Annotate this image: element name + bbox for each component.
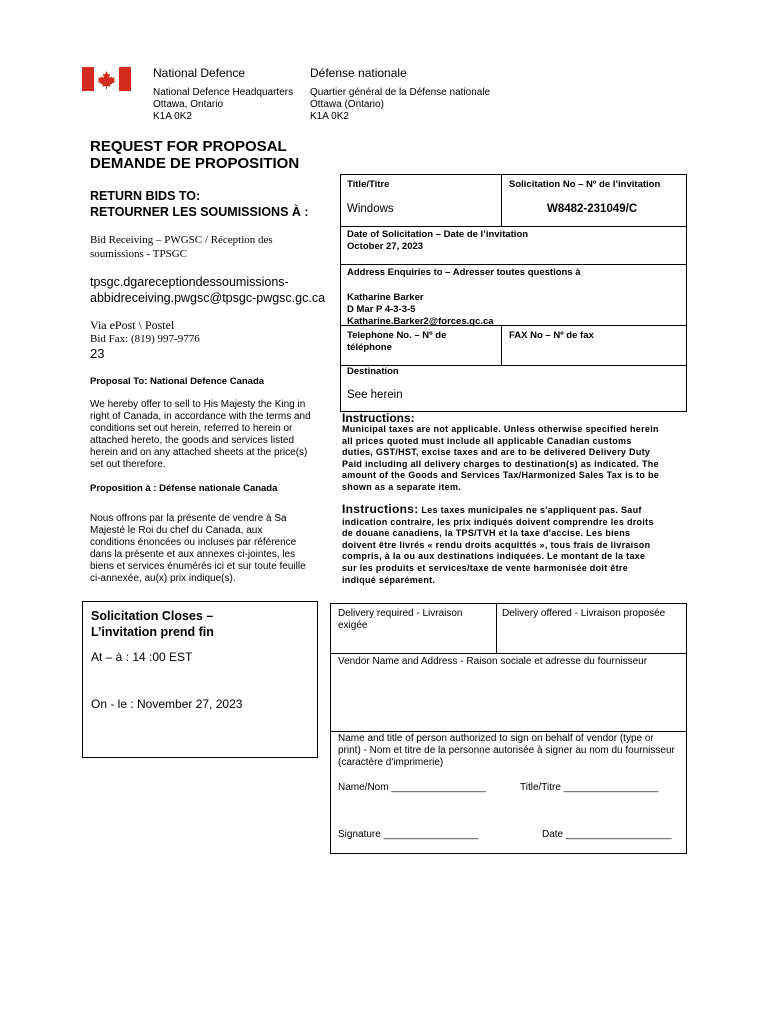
instructions-en-line: amount of the Goods and Services Tax/Harmonized Sales Tax is to be (342, 470, 660, 481)
delivery-required-line: exigée (338, 620, 368, 631)
solicitation-number: W8482-231049/C (547, 203, 638, 215)
delivery-required-label (338, 608, 463, 632)
date-field-label[interactable]: Date ___________________ (542, 829, 672, 840)
solicitation-label: Solicitation No – Nº de l’invitation (509, 179, 661, 190)
instructions-fr-line: Les taxes municipales ne s'appliquent pas. Sauf (421, 505, 642, 515)
closing-title-line: L’invitation prend fin (91, 625, 214, 639)
bid-email (90, 274, 325, 306)
offer-en-line: set out therefore. (90, 459, 166, 470)
offer-en-line: conditions set out herein, referred to herein or (90, 423, 293, 434)
offer-fr-line: biens et services énumérés ici et sur toute feuille (90, 561, 306, 572)
instructions-en-line: duties, GST/HST, excise taxes and are to be delivered Delivery Duty (342, 447, 651, 458)
address-fr-line: Quartier général de la Défense nationale (310, 87, 491, 98)
divider (331, 653, 686, 654)
bid-email-line: abbidreceiving.pwgsc@tpsgc-pwgsc.gc.ca (90, 291, 326, 305)
delivery-required-line: Delivery required - Livraison (338, 608, 463, 619)
delivery-offered-label: Delivery offered - Livraison proposée (502, 608, 666, 619)
return-bids-fr: RETOURNER LES SOUMISSIONS À : (90, 205, 309, 219)
instructions-fr-line: de douane canadiens, la TPS/TVH et la taxe d'accise. Les biens (342, 528, 631, 539)
address-fr (310, 87, 490, 123)
address-en-line: K1A 0K2 (153, 111, 192, 122)
divider (496, 604, 497, 653)
destination-label: Destination (347, 366, 399, 377)
vendor-box (330, 603, 687, 854)
via-epost: Via ePost \ Postel (90, 318, 175, 332)
offer-fr-line: ci-annexée, au(x) prix indique(s). (90, 573, 236, 584)
instructions-en-line: all prices quoted must include all applicable Canadian customs (342, 435, 632, 446)
offer-en-line: herein and on any attached sheets at the price(s) (90, 447, 308, 458)
instructions-en-line: Municipal taxes are not applicable. Unless otherwise specified herein (342, 424, 659, 434)
offer-fr-line: conditions énoncées ou incluses par référence (90, 537, 297, 548)
offer-en-line: right of Canada, in accordance with the terms and (90, 411, 311, 422)
vendor-name-label: Vendor Name and Address - Raison sociale et adresse du fournisseur (338, 656, 648, 667)
telephone-label-line: téléphone (347, 342, 392, 353)
instructions-fr-line: indication contraire, les prix indiqués doivent comprendre les droits (342, 516, 654, 527)
fax-label: FAX No – Nº de fax (509, 330, 594, 341)
authorized-line: print) - Nom et titre de la personne autorisée à signer au nom du fournisseur (338, 745, 675, 756)
bid-number: 23 (90, 346, 105, 361)
return-bids-heading (90, 188, 309, 220)
closing-title-line: Solicitation Closes – (91, 609, 214, 623)
instructions-heading-fr: Instructions: (342, 502, 419, 516)
date-of-solicitation (347, 229, 528, 253)
divider (501, 325, 502, 366)
offer-fr-line: Nous offrons par la présente de vendre à Sa (90, 513, 287, 524)
destination-value: See herein (347, 389, 403, 401)
offer-fr-line: dans la présente et aux annexes ci-jointes, les (90, 549, 296, 560)
closing-title (91, 608, 214, 640)
contact-office: D Mar P 4-3-3-5 (347, 304, 416, 315)
authorized-line: Name and title of person authorized to sign on behalf of vendor (type or (338, 733, 654, 744)
instructions-heading-en: Instructions: (342, 411, 415, 425)
title-en: REQUEST FOR PROPOSAL (90, 138, 287, 155)
bid-receiving-line: soumissions - TPSGC (90, 248, 187, 260)
telephone-label (347, 330, 446, 354)
contact-email: Katharine.Barker2@forces.gc.ca (347, 316, 494, 327)
address-fr-line: K1A 0K2 (310, 111, 349, 122)
department-name-en: National Defence (153, 66, 246, 80)
instructions-en (342, 424, 659, 494)
offer-en-line: attached hereto, the goods and services listed (90, 435, 295, 446)
name-field-label[interactable]: Name/Nom _________________ (338, 782, 486, 793)
document-title (90, 138, 299, 172)
instructions-fr-line: sur les produits et services/taxe de vente harmonisée doit être (342, 562, 629, 573)
contact-name: Katharine Barker (347, 292, 424, 303)
enquiries-label: Address Enquiries to – Adresser toutes questions à (347, 267, 581, 278)
date-label: Date of Solicitation – Date de l’invitation (347, 229, 529, 240)
proposal-to-label-fr: Proposition à : Défense nationale Canada (90, 483, 278, 494)
address-en-line: Ottawa, Ontario (153, 99, 224, 110)
solicitation-info-box (340, 174, 687, 412)
offer-en-line: We hereby offer to sell to His Majesty the King in (90, 399, 306, 410)
instructions-en-line: shown as a separate item. (342, 481, 462, 492)
proposal-to-label: Proposal To: National Defence Canada (90, 376, 265, 387)
divider (501, 175, 502, 226)
bid-fax: Bid Fax: (819) 997-9776 (90, 333, 200, 345)
date-value: October 27, 2023 (347, 241, 424, 252)
signature-field-label[interactable]: Signature _________________ (338, 829, 479, 840)
offer-en (90, 399, 311, 471)
department-name-fr: Défense nationale (310, 66, 407, 80)
solicitation-closes-box (82, 601, 318, 758)
title-value: Windows (347, 203, 394, 215)
bid-receiving-label (90, 233, 273, 261)
title-fr: DEMANDE DE PROPOSITION (90, 155, 300, 172)
instructions-fr-first-line (342, 504, 654, 517)
bid-receiving-line: Bid Receiving – PWGSC / Réception des (90, 234, 273, 246)
address-en-line: National Defence Headquarters (153, 87, 294, 98)
canada-flag-icon (82, 67, 131, 91)
authorized-line: (caractère d'imprimerie) (338, 757, 444, 768)
divider (331, 731, 686, 732)
telephone-label-line: Telephone No. – Nº de (347, 330, 447, 341)
contact-block (347, 292, 494, 328)
offer-fr (90, 513, 306, 585)
instructions-fr-line: compris, à la ou aux destinations indiquées. Le montant de la taxe (342, 551, 646, 562)
closing-date: On - le : November 27, 2023 (91, 697, 243, 711)
authorized-person-label (338, 733, 675, 769)
closing-time: At – à : 14 :00 EST (91, 650, 193, 664)
return-bids-en: RETURN BIDS TO: (90, 189, 201, 203)
instructions-fr (342, 504, 654, 586)
instructions-fr-line: indiqué séparément. (342, 574, 436, 585)
title-field-label[interactable]: Title/Titre _________________ (520, 782, 659, 793)
instructions-en-line: Paid including all delivery charges to destination(s) as indicated. The (342, 458, 659, 469)
bid-email-line: tpsgc.dgareceptiondessoumissions- (90, 275, 289, 289)
address-en (153, 87, 293, 123)
divider (341, 226, 686, 227)
address-fr-line: Ottawa (Ontario) (310, 99, 384, 110)
divider (341, 264, 686, 265)
instructions-fr-line: doivent être livrés « rendu droits acquittés », tous frais de livraison (342, 539, 651, 550)
offer-fr-line: Majesté le Roi du chef du Canada, aux (90, 525, 263, 536)
title-label: Title/Titre (347, 179, 390, 190)
